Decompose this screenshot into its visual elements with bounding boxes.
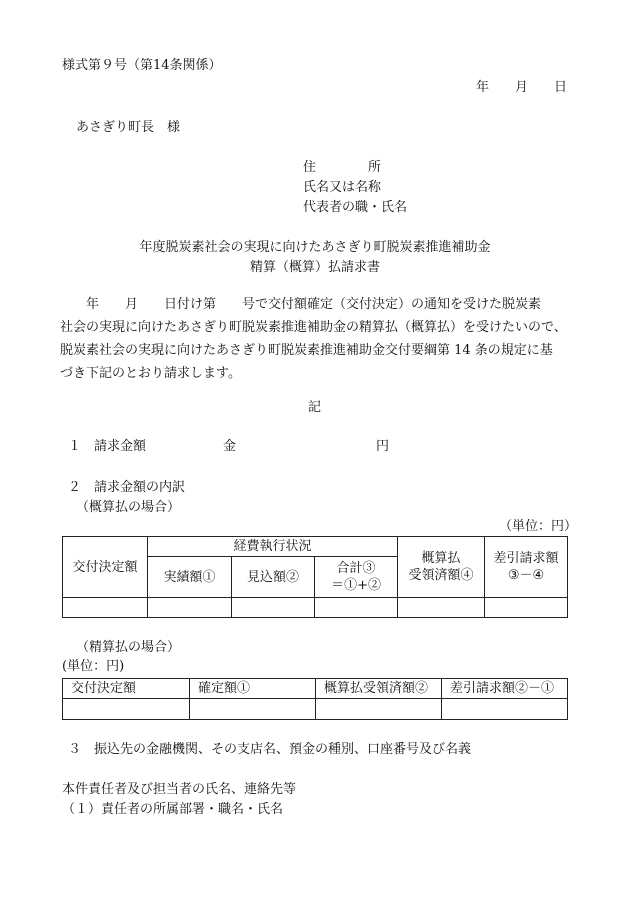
header-gokei-line1: 合計③: [336, 561, 376, 576]
date-line: 年 月 日: [476, 80, 568, 95]
header-gokei: [315, 557, 398, 598]
document-title-line1: 年度脱炭素社会の実現に向けたあさぎり町脱炭素推進補助金: [139, 240, 491, 255]
cell-kakutei-input[interactable]: [190, 699, 316, 720]
cell-sashihiki-input[interactable]: [485, 598, 568, 618]
cell-gaisan-input[interactable]: [398, 598, 485, 618]
address-label: 住 所: [303, 160, 382, 175]
header-kofu-kettei-2: 交付決定額: [63, 679, 190, 699]
header-mikomi: 見込額②: [232, 557, 315, 598]
header-gaisan-line1: 概算払: [421, 551, 461, 566]
cell-gaisan-input-2[interactable]: [316, 699, 442, 720]
cell-sashihiki-input-2[interactable]: [442, 699, 568, 720]
seisan-table: [62, 678, 568, 720]
gaisan-table: [62, 536, 568, 618]
form-number: 様式第９号（第14条関係）: [62, 58, 222, 73]
gaisan-caption: （概算払の場合）: [76, 500, 181, 515]
unit-label-2: (単位：円): [62, 659, 125, 674]
header-keihi-shikko: 経費執行状況: [148, 537, 398, 557]
cell-kofu-input-2[interactable]: [63, 699, 190, 720]
header-kofu-kettei: 交付決定額: [63, 537, 148, 598]
cell-mikomi-input[interactable]: [232, 598, 315, 618]
header-kakutei: 確定額①: [190, 679, 316, 699]
cell-kofu-input[interactable]: [63, 598, 148, 618]
body-paragraph: [60, 293, 570, 385]
contact-heading: 本件責任者及び担当者の氏名、連絡先等: [62, 782, 297, 797]
body-line: 年 月 日付け第 号で交付額確定（交付決定）の通知を受けた脱炭素: [60, 297, 542, 312]
body-line: 脱炭素社会の実現に向けたあさぎり町脱炭素推進補助金交付要綱第 14 条の規定に基: [60, 343, 553, 358]
cell-gokei-input[interactable]: [315, 598, 398, 618]
item1-label: １ 請求金額: [68, 439, 147, 454]
unit-label: （単位：円）: [499, 519, 578, 534]
contact-item1: （１）責任者の所属部署・職名・氏名: [62, 802, 284, 817]
body-line: づき下記のとおり請求します。: [60, 366, 241, 381]
representative-label: 代表者の職・氏名: [303, 200, 408, 215]
item3-label: ３ 振込先の金融機関、その支店名、預金の種別、口座番号及び名義: [68, 742, 472, 757]
header-sashihiki: [485, 537, 568, 598]
header-sashihiki-2: 差引請求額②－①: [442, 679, 568, 699]
addressee: あさぎり町長 様: [76, 120, 181, 135]
header-jisseki: 実績額①: [148, 557, 232, 598]
header-gokei-line2: ＝①+②: [331, 578, 381, 593]
body-line: 社会の実現に向けたあさぎり町脱炭素推進補助金の精算払（概算払）を受けたいので、: [60, 320, 567, 335]
header-gaisan-juryo: [398, 537, 485, 598]
header-sashihiki-line2: ③－④: [507, 568, 545, 583]
cell-jisseki-input[interactable]: [148, 598, 232, 618]
amount-kin: 金: [223, 439, 237, 454]
header-gaisan-line2: 受領済額④: [408, 568, 474, 583]
seisan-caption: （精算払の場合）: [76, 640, 181, 655]
document-title-line2: 精算（概算）払請求書: [249, 260, 380, 275]
amount-en: 円: [376, 439, 390, 454]
header-sashihiki-line1: 差引請求額: [493, 551, 559, 566]
header-gaisan-juryo-2: 概算払受領済額②: [316, 679, 442, 699]
name-label: 氏名又は名称: [303, 180, 382, 195]
ki-heading: 記: [308, 400, 322, 415]
item2-label: ２ 請求金額の内訳: [68, 480, 186, 495]
